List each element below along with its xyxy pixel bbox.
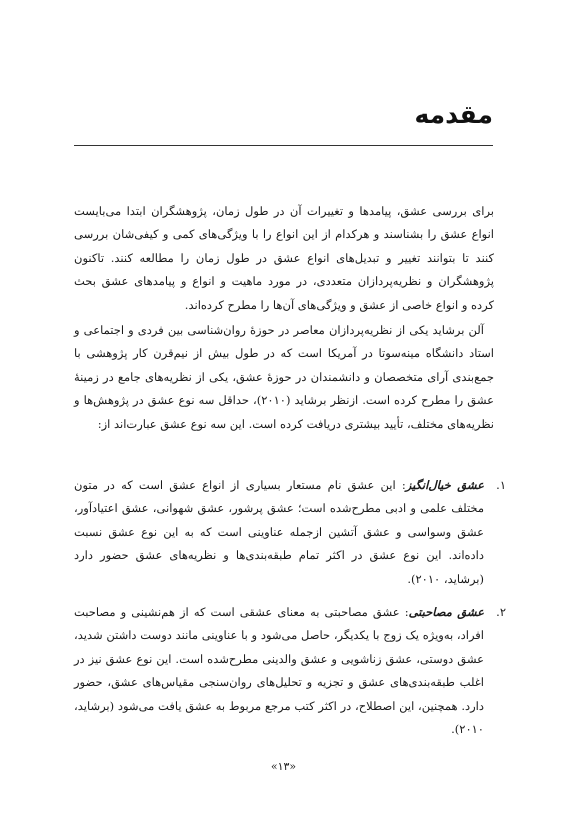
list-item [74,601,506,741]
list-item-text: : عشق مصاحبتی به معنای عشقی است که از هم‌نشینی و مصاحبت افراد، به‌ویژه یک زوج با یکدیگر، حاصل می‌شود و با عناوینی مانند دوست داشتن شدید، عشق دوستی، عشق زناشویی و عشق والدینی مطرح‌شده است. این نوع عشق نیز در اغلب طبقه‌بندی‌های عشق و تجزیه و تحلیل‌های روان‌سنجی مقیاس‌های عشق، حضور دارد. همچنین، این اصطلاح، در اکثر کتب مرجع مربوط به عشق یافت می‌شود (برشاید، ۲۰۱۰). [74,605,484,737]
list-item-number: ۲. [496,605,506,619]
paragraph-berscheid: آلن برشاید یکی از نظریه‌پردازان معاصر در حوزهٔ روان‌شناسی بین فردی و اجتماعی و استاد دانشگاه مینه‌سوتا در آمریکا است که در طول بیش از نیم‌قرن کار پژوهشی با جمع‌بندی آرای متخصصان و دانشمندان در حوزهٔ عشق، یکی از نظریه‌های جامع در زمینهٔ عشق را مطرح کرده است. ازنظر برشاید (۲۰۱۰)، حداقل سه نوع عشق در پژوهش‌ها و نظریه‌های مختلف، تأیید بیشتری دریافت کرده است. این سه نوع عشق عبارت‌اند از: [74,323,494,431]
paragraph-intro: برای بررسی عشق، پیامدها و تغییرات آن در طول زمان، پژوهشگران ابتدا می‌بایست انواع عشق را بشناسند و هرکدام از این انواع را با ویژگی‌های کمی و کیفی‌شان بررسی کنند تا بتوانند تغییر و تبدیل‌های انواع عشق در طول زمان را مطالعه کنند. تاکنون پژوهشگران و نظریه‌پردازان متعددی، در مورد ماهیت و انواع و پیامدهای عشق بحث کرده و انواع خاصی از عشق و ویژگی‌های آن‌ها را مطرح کرده‌اند. [74,204,494,312]
list-item-number: ۱. [496,478,506,492]
page-number: «۱۳» [270,760,297,773]
heading-rule [74,145,493,146]
list-item-term: عشق خیال‌انگیز [405,478,485,492]
list-item-text: : این عشق نام مستعار بسیاری از انواع عشق است که در متون مختلف علمی و ادبی مطرح‌شده است؛ عشق پرشور، عشق شهوانی، عشق اعتیادآور، عشق وسواسی و عشق آتشین ازجمله عناوینی است که به این نوع عشق نسبت داده‌اند. این نوع عشق در اکثر تمام طبقه‌بندی‌ها و نظریه‌های عشق حضور دارد (برشاید، ۲۰۱۰). [74,478,484,586]
list-item [74,474,506,591]
list-item-term: عشق مصاحبتی [408,605,484,619]
chapter-heading: مقدمه [414,100,493,129]
